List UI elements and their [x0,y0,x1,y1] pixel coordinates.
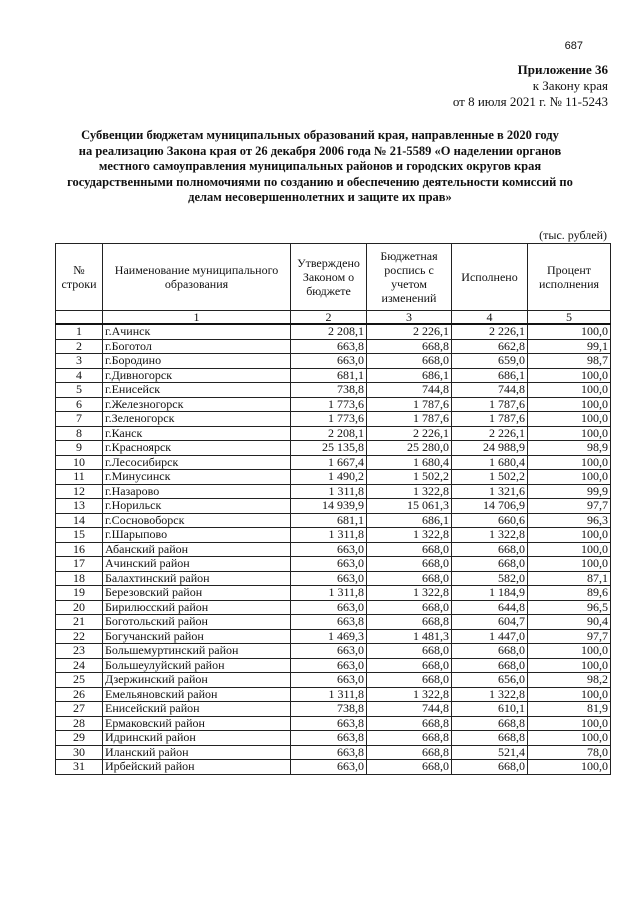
executed-amount: 668,0 [452,644,528,659]
municipality-name: г.Шарыпово [103,528,291,543]
executed-amount: 686,1 [452,368,528,383]
approved-amount: 1 469,3 [291,629,367,644]
executed-amount: 744,8 [452,383,528,398]
column-number: 4 [452,311,528,325]
execution-percent: 100,0 [528,426,611,441]
municipality-name: г.Назарово [103,484,291,499]
municipality-name: г.Дивногорск [103,368,291,383]
approved-amount: 663,0 [291,354,367,369]
row-number: 27 [56,702,103,717]
execution-percent: 97,7 [528,499,611,514]
executed-amount: 2 226,1 [452,324,528,339]
executed-amount: 660,6 [452,513,528,528]
row-number: 18 [56,571,103,586]
execution-percent: 78,0 [528,745,611,760]
execution-percent: 98,7 [528,354,611,369]
budget-schedule-amount: 1 680,4 [367,455,452,470]
table-row [56,484,611,499]
units-label: (тыс. рублей) [539,228,607,242]
executed-amount: 582,0 [452,571,528,586]
budget-schedule-amount: 668,0 [367,658,452,673]
row-number: 29 [56,731,103,746]
table-row [56,513,611,528]
execution-percent: 100,0 [528,397,611,412]
header-municipality: Наименование муниципального образования [103,244,291,311]
execution-percent: 100,0 [528,383,611,398]
row-number: 20 [56,600,103,615]
execution-percent: 100,0 [528,760,611,775]
approved-amount: 1 490,2 [291,470,367,485]
row-number: 23 [56,644,103,659]
budget-schedule-amount: 668,0 [367,542,452,557]
execution-percent: 100,0 [528,324,611,339]
header-row-number: № строки [56,244,103,311]
budget-schedule-amount: 2 226,1 [367,324,452,339]
row-number: 31 [56,760,103,775]
table-row [56,339,611,354]
title-line: Субвенции бюджетам муниципальных образований края, направленные в 2020 году [81,128,559,142]
column-number: 2 [291,311,367,325]
execution-percent: 98,2 [528,673,611,688]
approved-amount: 681,1 [291,513,367,528]
row-number: 8 [56,426,103,441]
title-line: местного самоуправления муниципальных районов и городских округов края [98,159,542,174]
executed-amount: 668,0 [452,658,528,673]
budget-schedule-amount: 668,8 [367,745,452,760]
approved-amount: 738,8 [291,383,367,398]
column-number: 1 [103,311,291,325]
municipality-name: Ермаковский район [103,716,291,731]
row-number: 15 [56,528,103,543]
page-number: 687 [564,40,583,52]
budget-schedule-amount: 1 787,6 [367,397,452,412]
budget-schedule-amount: 668,0 [367,673,452,688]
municipality-name: г.Минусинск [103,470,291,485]
row-number: 12 [56,484,103,499]
column-number: 5 [528,311,611,325]
executed-amount: 604,7 [452,615,528,630]
table-row [56,600,611,615]
table-row [56,629,611,644]
row-number: 5 [56,383,103,398]
approved-amount: 663,8 [291,615,367,630]
execution-percent: 100,0 [528,687,611,702]
table-row [56,499,611,514]
table-row [56,716,611,731]
municipality-name: Ачинский район [103,557,291,572]
budget-schedule-amount: 744,8 [367,702,452,717]
title-line: государственными полномочиями по созданию и обеспечению деятельности комиссий по [67,174,573,189]
executed-amount: 1 184,9 [452,586,528,601]
municipality-name: г.Норильск [103,499,291,514]
row-number: 19 [56,586,103,601]
municipality-name: Абанский район [103,542,291,557]
row-number: 2 [56,339,103,354]
executed-amount: 24 988,9 [452,441,528,456]
budget-schedule-amount: 1 787,6 [367,412,452,427]
row-number: 1 [56,324,103,339]
budget-schedule-amount: 668,0 [367,354,452,369]
approved-amount: 1 773,6 [291,412,367,427]
execution-percent: 100,0 [528,455,611,470]
approved-amount: 663,0 [291,600,367,615]
municipality-name: Ирбейский район [103,760,291,775]
row-number: 7 [56,412,103,427]
execution-percent: 100,0 [528,716,611,731]
execution-percent: 100,0 [528,557,611,572]
executed-amount: 668,0 [452,542,528,557]
approved-amount: 14 939,9 [291,499,367,514]
execution-percent: 100,0 [528,470,611,485]
table-row [56,557,611,572]
execution-percent: 97,7 [528,629,611,644]
execution-percent: 100,0 [528,528,611,543]
row-number: 6 [56,397,103,412]
execution-percent: 99,9 [528,484,611,499]
column-number: 3 [367,311,452,325]
executed-amount: 1 321,6 [452,484,528,499]
municipality-name: г.Енисейск [103,383,291,398]
table-row [56,441,611,456]
municipality-name: г.Красноярск [103,441,291,456]
execution-percent: 100,0 [528,658,611,673]
header-approved: Утверждено Законом о бюджете [291,244,367,311]
execution-percent: 90,4 [528,615,611,630]
table-row [56,324,611,339]
table-row [56,586,611,601]
execution-percent: 87,1 [528,571,611,586]
executed-amount: 2 226,1 [452,426,528,441]
budget-schedule-amount: 1 322,8 [367,484,452,499]
budget-schedule-amount: 15 061,3 [367,499,452,514]
execution-percent: 100,0 [528,644,611,659]
appendix-reference [453,62,608,110]
municipality-name: Большеулуйский район [103,658,291,673]
executed-amount: 656,0 [452,673,528,688]
table-row [56,368,611,383]
municipality-name: г.Канск [103,426,291,441]
execution-percent: 100,0 [528,542,611,557]
budget-schedule-amount: 25 280,0 [367,441,452,456]
document-title [0,128,640,206]
execution-percent: 98,9 [528,441,611,456]
table-row [56,702,611,717]
municipality-name: г.Бородино [103,354,291,369]
table-row [56,528,611,543]
table-row [56,571,611,586]
approved-amount: 663,0 [291,760,367,775]
municipality-name: Березовский район [103,586,291,601]
budget-schedule-amount: 668,8 [367,716,452,731]
municipality-name: г.Лесосибирск [103,455,291,470]
budget-schedule-amount: 668,0 [367,760,452,775]
municipality-name: г.Зеленогорск [103,412,291,427]
budget-schedule-amount: 668,8 [367,339,452,354]
approved-amount: 1 773,6 [291,397,367,412]
budget-schedule-amount: 668,0 [367,571,452,586]
row-number: 26 [56,687,103,702]
table-row [56,412,611,427]
execution-percent: 96,5 [528,600,611,615]
table-row [56,455,611,470]
municipality-name: Идринский район [103,731,291,746]
row-number: 17 [56,557,103,572]
budget-schedule-amount: 686,1 [367,368,452,383]
execution-percent: 100,0 [528,368,611,383]
municipality-name: Богучанский район [103,629,291,644]
row-number: 30 [56,745,103,760]
budget-schedule-amount: 668,0 [367,557,452,572]
table-row [56,745,611,760]
row-number: 16 [56,542,103,557]
approved-amount: 2 208,1 [291,324,367,339]
execution-percent: 100,0 [528,412,611,427]
municipality-name: г.Боготол [103,339,291,354]
row-number: 21 [56,615,103,630]
approved-amount: 663,8 [291,716,367,731]
row-number: 25 [56,673,103,688]
executed-amount: 668,0 [452,760,528,775]
row-number: 3 [56,354,103,369]
executed-amount: 1 680,4 [452,455,528,470]
budget-schedule-amount: 1 481,3 [367,629,452,644]
approved-amount: 681,1 [291,368,367,383]
municipality-name: Бирилюсский район [103,600,291,615]
title-line: делам несовершеннолетних и защите их прав» [188,190,452,205]
row-number: 28 [56,716,103,731]
executed-amount: 668,0 [452,557,528,572]
budget-schedule-amount: 686,1 [367,513,452,528]
table-row [56,470,611,485]
table-row [56,673,611,688]
municipality-name: г.Железногорск [103,397,291,412]
table-row [56,731,611,746]
budget-schedule-amount: 668,0 [367,644,452,659]
municipality-name: Балахтинский район [103,571,291,586]
header-execution-percent: Процент исполнения [528,244,611,311]
title-line: на реализацию Закона края от 26 декабря 2006 года № 21-5589 «О наделении органов [78,143,562,158]
executed-amount: 1 787,6 [452,397,528,412]
table-row [56,426,611,441]
subsidy-table [55,243,611,775]
executed-amount: 521,4 [452,745,528,760]
budget-schedule-amount: 744,8 [367,383,452,398]
executed-amount: 668,8 [452,731,528,746]
row-number: 9 [56,441,103,456]
executed-amount: 1 447,0 [452,629,528,644]
row-number: 24 [56,658,103,673]
executed-amount: 14 706,9 [452,499,528,514]
table-row [56,644,611,659]
appendix-date-line: от 8 июля 2021 г. № 11-5243 [452,94,608,109]
execution-percent: 100,0 [528,731,611,746]
appendix-title: Приложение 36 [517,62,608,77]
approved-amount: 663,0 [291,557,367,572]
row-number: 10 [56,455,103,470]
municipality-name: Большемуртинский район [103,644,291,659]
table-row [56,760,611,775]
executed-amount: 644,8 [452,600,528,615]
column-number [56,311,103,325]
approved-amount: 663,0 [291,673,367,688]
budget-schedule-amount: 668,8 [367,731,452,746]
execution-percent: 89,6 [528,586,611,601]
approved-amount: 663,0 [291,571,367,586]
executed-amount: 668,8 [452,716,528,731]
executed-amount: 1 787,6 [452,412,528,427]
execution-percent: 96,3 [528,513,611,528]
table-row [56,687,611,702]
table-row [56,383,611,398]
row-number: 22 [56,629,103,644]
budget-schedule-amount: 2 226,1 [367,426,452,441]
budget-schedule-amount: 668,0 [367,600,452,615]
budget-schedule-amount: 1 322,8 [367,586,452,601]
municipality-name: г.Сосновоборск [103,513,291,528]
header-budget-schedule: Бюджетная роспись с учетом изменений [367,244,452,311]
municipality-name: Емельяновский район [103,687,291,702]
table-row [56,354,611,369]
table-row [56,397,611,412]
budget-schedule-amount: 1 502,2 [367,470,452,485]
approved-amount: 663,0 [291,542,367,557]
municipality-name: Дзержинский район [103,673,291,688]
row-number: 14 [56,513,103,528]
row-number: 11 [56,470,103,485]
column-numbers-row [56,311,611,325]
municipality-name: Иланский район [103,745,291,760]
executed-amount: 662,8 [452,339,528,354]
budget-schedule-amount: 668,8 [367,615,452,630]
table-header-row [56,244,611,311]
execution-percent: 99,1 [528,339,611,354]
row-number: 13 [56,499,103,514]
executed-amount: 1 502,2 [452,470,528,485]
executed-amount: 610,1 [452,702,528,717]
approved-amount: 1 311,8 [291,484,367,499]
approved-amount: 1 667,4 [291,455,367,470]
executed-amount: 1 322,8 [452,528,528,543]
municipality-name: Енисейский район [103,702,291,717]
approved-amount: 663,0 [291,644,367,659]
approved-amount: 1 311,8 [291,528,367,543]
approved-amount: 663,8 [291,745,367,760]
budget-schedule-amount: 1 322,8 [367,528,452,543]
approved-amount: 25 135,8 [291,441,367,456]
approved-amount: 1 311,8 [291,586,367,601]
budget-schedule-amount: 1 322,8 [367,687,452,702]
table-row [56,615,611,630]
approved-amount: 738,8 [291,702,367,717]
execution-percent: 81,9 [528,702,611,717]
municipality-name: г.Ачинск [103,324,291,339]
approved-amount: 663,8 [291,339,367,354]
executed-amount: 1 322,8 [452,687,528,702]
approved-amount: 663,8 [291,731,367,746]
municipality-name: Боготольский район [103,615,291,630]
appendix-law-line: к Закону края [532,78,608,93]
approved-amount: 2 208,1 [291,426,367,441]
approved-amount: 1 311,8 [291,687,367,702]
approved-amount: 663,0 [291,658,367,673]
row-number: 4 [56,368,103,383]
header-executed: Исполнено [452,244,528,311]
table-row [56,658,611,673]
executed-amount: 659,0 [452,354,528,369]
table-row [56,542,611,557]
